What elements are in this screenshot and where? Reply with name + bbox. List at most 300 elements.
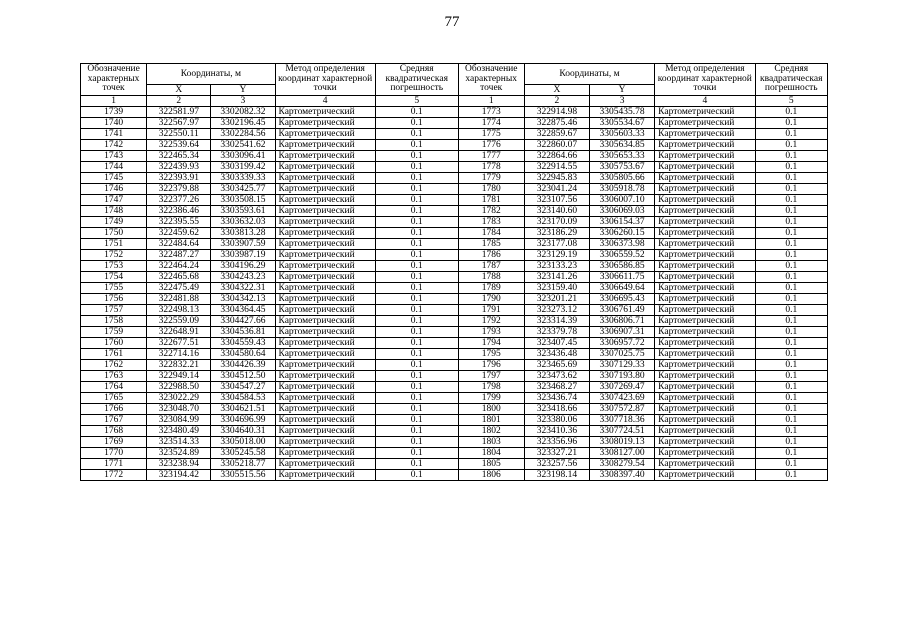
- error-cell: 0.1: [755, 239, 827, 250]
- coord-x-cell: 322559.09: [147, 316, 211, 327]
- point-id-cell: 1788: [458, 272, 524, 283]
- column-index-cell: 3: [589, 96, 654, 107]
- point-id-cell: 1765: [81, 393, 147, 404]
- error-cell: 0.1: [375, 437, 458, 448]
- point-id-cell: 1806: [458, 470, 524, 481]
- point-id-cell: 1758: [81, 316, 147, 327]
- coord-x-cell: 323436.48: [524, 349, 589, 360]
- error-cell: 0.1: [755, 140, 827, 151]
- point-id-cell: 1793: [458, 327, 524, 338]
- coord-x-cell: 323468.27: [524, 382, 589, 393]
- method-cell: Картометрический: [655, 382, 755, 393]
- table-row: [81, 437, 828, 448]
- page-number: 77: [444, 14, 460, 30]
- point-id-cell: 1771: [81, 459, 147, 470]
- coord-y-cell: 3304640.31: [211, 426, 275, 437]
- error-cell: 0.1: [375, 129, 458, 140]
- coord-x-cell: 323514.33: [147, 437, 211, 448]
- coord-y-cell: 3303096.41: [211, 151, 275, 162]
- method-cell: Картометрический: [275, 371, 375, 382]
- error-cell: 0.1: [755, 327, 827, 338]
- error-cell: 0.1: [375, 305, 458, 316]
- coord-x-cell: 323257.56: [524, 459, 589, 470]
- coord-x-cell: 323107.56: [524, 195, 589, 206]
- error-cell: 0.1: [375, 316, 458, 327]
- coord-x-cell: 322393.91: [147, 173, 211, 184]
- coord-x-cell: 322465.34: [147, 151, 211, 162]
- method-cell: Картометрический: [655, 470, 755, 481]
- coord-x-cell: 323356.96: [524, 437, 589, 448]
- point-id-cell: 1786: [458, 250, 524, 261]
- coord-y-cell: 3303593.61: [211, 206, 275, 217]
- method-cell: Картометрический: [275, 272, 375, 283]
- coord-y-cell: 3304426.39: [211, 360, 275, 371]
- point-id-cell: 1739: [81, 107, 147, 118]
- coord-x-cell: 323198.14: [524, 470, 589, 481]
- method-cell: Картометрический: [655, 437, 755, 448]
- coord-x-cell: 322539.64: [147, 140, 211, 151]
- coord-y-cell: 3305918.78: [589, 184, 654, 195]
- error-cell: 0.1: [375, 338, 458, 349]
- point-id-cell: 1744: [81, 162, 147, 173]
- error-cell: 0.1: [755, 360, 827, 371]
- error-cell: 0.1: [755, 448, 827, 459]
- method-cell: Картометрический: [655, 448, 755, 459]
- point-id-cell: 1804: [458, 448, 524, 459]
- coord-x-cell: 323133.23: [524, 261, 589, 272]
- coord-x-cell: 323048.70: [147, 404, 211, 415]
- error-cell: 0.1: [375, 371, 458, 382]
- coord-x-cell: 322377.26: [147, 195, 211, 206]
- coord-x-cell: 323201.21: [524, 294, 589, 305]
- error-cell: 0.1: [375, 107, 458, 118]
- point-id-cell: 1742: [81, 140, 147, 151]
- header-coordinates: Координаты, м: [147, 64, 275, 85]
- coord-y-cell: 3306007.10: [589, 195, 654, 206]
- method-cell: Картометрический: [275, 228, 375, 239]
- coord-y-cell: 3306611.75: [589, 272, 654, 283]
- error-cell: 0.1: [755, 459, 827, 470]
- coord-y-cell: 3305634.85: [589, 140, 654, 151]
- error-cell: 0.1: [755, 173, 827, 184]
- error-cell: 0.1: [375, 151, 458, 162]
- error-cell: 0.1: [755, 195, 827, 206]
- point-id-cell: 1772: [81, 470, 147, 481]
- point-id-cell: 1741: [81, 129, 147, 140]
- coord-x-cell: 322464.24: [147, 261, 211, 272]
- error-cell: 0.1: [755, 437, 827, 448]
- coord-y-cell: 3303632.03: [211, 217, 275, 228]
- header-x: X: [524, 85, 589, 96]
- point-id-cell: 1798: [458, 382, 524, 393]
- column-index-cell: 5: [375, 96, 458, 107]
- coord-y-cell: 3303987.19: [211, 250, 275, 261]
- error-cell: 0.1: [755, 294, 827, 305]
- error-cell: 0.1: [755, 338, 827, 349]
- error-cell: 0.1: [375, 404, 458, 415]
- error-cell: 0.1: [755, 250, 827, 261]
- coord-x-cell: 322581.97: [147, 107, 211, 118]
- method-cell: Картометрический: [655, 459, 755, 470]
- table-row: [81, 349, 828, 360]
- point-id-cell: 1775: [458, 129, 524, 140]
- column-index-cell: 5: [755, 96, 827, 107]
- coord-x-cell: 322864.66: [524, 151, 589, 162]
- method-cell: Картометрический: [275, 250, 375, 261]
- coord-x-cell: 322914.55: [524, 162, 589, 173]
- coord-y-cell: 3307193.80: [589, 371, 654, 382]
- error-cell: 0.1: [375, 327, 458, 338]
- method-cell: Картометрический: [655, 239, 755, 250]
- error-cell: 0.1: [375, 360, 458, 371]
- coord-y-cell: 3306586.85: [589, 261, 654, 272]
- column-index-cell: 1: [81, 96, 147, 107]
- point-id-cell: 1761: [81, 349, 147, 360]
- table-row: [81, 470, 828, 481]
- point-id-cell: 1803: [458, 437, 524, 448]
- coord-x-cell: 323473.62: [524, 371, 589, 382]
- method-cell: Картометрический: [655, 206, 755, 217]
- error-cell: 0.1: [375, 173, 458, 184]
- error-cell: 0.1: [755, 393, 827, 404]
- coord-x-cell: 323273.12: [524, 305, 589, 316]
- coord-y-cell: 3306373.98: [589, 239, 654, 250]
- error-cell: 0.1: [375, 239, 458, 250]
- coord-x-cell: 322481.88: [147, 294, 211, 305]
- table-row: [81, 283, 828, 294]
- coord-x-cell: 322945.83: [524, 173, 589, 184]
- coord-y-cell: 3304196.29: [211, 261, 275, 272]
- coord-y-cell: 3302196.45: [211, 118, 275, 129]
- table-row: [81, 338, 828, 349]
- error-cell: 0.1: [755, 217, 827, 228]
- error-cell: 0.1: [755, 382, 827, 393]
- point-id-cell: 1751: [81, 239, 147, 250]
- method-cell: Картометрический: [655, 426, 755, 437]
- table-row: [81, 239, 828, 250]
- coord-x-cell: 323407.45: [524, 338, 589, 349]
- point-id-cell: 1780: [458, 184, 524, 195]
- point-id-cell: 1740: [81, 118, 147, 129]
- table-row: [81, 371, 828, 382]
- point-id-cell: 1760: [81, 338, 147, 349]
- coord-y-cell: 3308397.40: [589, 470, 654, 481]
- coordinates-table: [80, 63, 828, 481]
- method-cell: Картометрический: [655, 151, 755, 162]
- method-cell: Картометрический: [275, 129, 375, 140]
- coord-y-cell: 3305534.67: [589, 118, 654, 129]
- error-cell: 0.1: [755, 349, 827, 360]
- coord-y-cell: 3305218.77: [211, 459, 275, 470]
- error-cell: 0.1: [375, 250, 458, 261]
- method-cell: Картометрический: [655, 118, 755, 129]
- coord-y-cell: 3304584.53: [211, 393, 275, 404]
- method-cell: Картометрический: [655, 294, 755, 305]
- error-cell: 0.1: [375, 349, 458, 360]
- method-cell: Картометрический: [275, 217, 375, 228]
- method-cell: Картометрический: [655, 272, 755, 283]
- method-cell: Картометрический: [655, 415, 755, 426]
- method-cell: Картометрический: [655, 349, 755, 360]
- coord-x-cell: 322677.51: [147, 338, 211, 349]
- table-row: [81, 162, 828, 173]
- point-id-cell: 1785: [458, 239, 524, 250]
- header-method: Метод определения координат характерной точки: [655, 64, 755, 96]
- error-cell: 0.1: [375, 415, 458, 426]
- method-cell: Картометрический: [275, 316, 375, 327]
- table-row: [81, 228, 828, 239]
- method-cell: Картометрический: [275, 360, 375, 371]
- point-id-cell: 1759: [81, 327, 147, 338]
- method-cell: Картометрический: [275, 437, 375, 448]
- coord-y-cell: 3306260.15: [589, 228, 654, 239]
- method-cell: Картометрический: [275, 206, 375, 217]
- coord-x-cell: 322484.64: [147, 239, 211, 250]
- method-cell: Картометрический: [655, 305, 755, 316]
- coord-y-cell: 3303813.28: [211, 228, 275, 239]
- point-id-cell: 1792: [458, 316, 524, 327]
- error-cell: 0.1: [375, 294, 458, 305]
- point-id-cell: 1770: [81, 448, 147, 459]
- coord-x-cell: 322475.49: [147, 283, 211, 294]
- coord-y-cell: 3304512.50: [211, 371, 275, 382]
- coord-y-cell: 3307572.87: [589, 404, 654, 415]
- error-cell: 0.1: [755, 283, 827, 294]
- table-row: [81, 305, 828, 316]
- coord-y-cell: 3308019.13: [589, 437, 654, 448]
- table-row: [81, 459, 828, 470]
- coord-x-cell: 322459.62: [147, 228, 211, 239]
- coord-y-cell: 3305245.58: [211, 448, 275, 459]
- coord-x-cell: 322567.97: [147, 118, 211, 129]
- point-id-cell: 1777: [458, 151, 524, 162]
- method-cell: Картометрический: [655, 360, 755, 371]
- header-y: Y: [211, 85, 275, 96]
- coord-y-cell: 3303339.33: [211, 173, 275, 184]
- method-cell: Картометрический: [275, 162, 375, 173]
- point-id-cell: 1799: [458, 393, 524, 404]
- coord-y-cell: 3304547.27: [211, 382, 275, 393]
- method-cell: Картометрический: [655, 129, 755, 140]
- header-x: X: [147, 85, 211, 96]
- coord-x-cell: 323327.21: [524, 448, 589, 459]
- point-id-cell: 1764: [81, 382, 147, 393]
- coord-x-cell: 322550.11: [147, 129, 211, 140]
- method-cell: Картометрический: [275, 195, 375, 206]
- coord-y-cell: 3305018.00: [211, 437, 275, 448]
- error-cell: 0.1: [755, 228, 827, 239]
- method-cell: Картометрический: [275, 382, 375, 393]
- column-index-cell: 4: [655, 96, 755, 107]
- coord-x-cell: 322498.13: [147, 305, 211, 316]
- method-cell: Картометрический: [275, 393, 375, 404]
- coord-y-cell: 3307718.36: [589, 415, 654, 426]
- header-error: Средняя квадратическая погрешность: [375, 64, 458, 96]
- method-cell: Картометрический: [275, 470, 375, 481]
- method-cell: Картометрический: [655, 404, 755, 415]
- method-cell: Картометрический: [655, 250, 755, 261]
- coord-y-cell: 3306806.71: [589, 316, 654, 327]
- coord-y-cell: 3304342.13: [211, 294, 275, 305]
- column-index-cell: 2: [147, 96, 211, 107]
- coord-x-cell: 322648.91: [147, 327, 211, 338]
- error-cell: 0.1: [375, 140, 458, 151]
- method-cell: Картометрический: [275, 283, 375, 294]
- error-cell: 0.1: [755, 470, 827, 481]
- point-id-cell: 1791: [458, 305, 524, 316]
- coord-y-cell: 3307129.33: [589, 360, 654, 371]
- point-id-cell: 1767: [81, 415, 147, 426]
- coord-y-cell: 3304427.66: [211, 316, 275, 327]
- point-id-cell: 1805: [458, 459, 524, 470]
- coord-y-cell: 3304243.23: [211, 272, 275, 283]
- method-cell: Картометрический: [275, 294, 375, 305]
- method-cell: Картометрический: [275, 448, 375, 459]
- coord-y-cell: 3306957.72: [589, 338, 654, 349]
- error-cell: 0.1: [755, 151, 827, 162]
- coord-y-cell: 3305515.56: [211, 470, 275, 481]
- coord-x-cell: 323159.40: [524, 283, 589, 294]
- error-cell: 0.1: [375, 162, 458, 173]
- table-row: [81, 195, 828, 206]
- coord-y-cell: 3305435.78: [589, 107, 654, 118]
- coord-x-cell: 322379.88: [147, 184, 211, 195]
- error-cell: 0.1: [375, 228, 458, 239]
- point-id-cell: 1787: [458, 261, 524, 272]
- point-id-cell: 1746: [81, 184, 147, 195]
- point-id-cell: 1752: [81, 250, 147, 261]
- point-id-cell: 1796: [458, 360, 524, 371]
- point-id-cell: 1802: [458, 426, 524, 437]
- method-cell: Картометрический: [655, 283, 755, 294]
- coord-x-cell: 323141.26: [524, 272, 589, 283]
- error-cell: 0.1: [755, 415, 827, 426]
- point-id-cell: 1801: [458, 415, 524, 426]
- table-row: [81, 129, 828, 140]
- coord-x-cell: 322714.16: [147, 349, 211, 360]
- method-cell: Картометрический: [655, 107, 755, 118]
- error-cell: 0.1: [375, 459, 458, 470]
- header-error: Средняя квадратическая погрешность: [755, 64, 827, 96]
- coord-y-cell: 3306154.37: [589, 217, 654, 228]
- table-row: [81, 404, 828, 415]
- point-id-cell: 1766: [81, 404, 147, 415]
- point-id-cell: 1784: [458, 228, 524, 239]
- point-id-cell: 1750: [81, 228, 147, 239]
- coord-x-cell: 323480.49: [147, 426, 211, 437]
- error-cell: 0.1: [375, 470, 458, 481]
- error-cell: 0.1: [755, 162, 827, 173]
- point-id-cell: 1762: [81, 360, 147, 371]
- error-cell: 0.1: [375, 118, 458, 129]
- error-cell: 0.1: [755, 305, 827, 316]
- table-row: [81, 118, 828, 129]
- coord-y-cell: 3306907.31: [589, 327, 654, 338]
- error-cell: 0.1: [755, 272, 827, 283]
- coord-y-cell: 3304364.45: [211, 305, 275, 316]
- column-index-cell: 3: [211, 96, 275, 107]
- point-id-cell: 1754: [81, 272, 147, 283]
- error-cell: 0.1: [375, 426, 458, 437]
- column-index-cell: 1: [458, 96, 524, 107]
- coord-y-cell: 3307423.69: [589, 393, 654, 404]
- method-cell: Картометрический: [275, 173, 375, 184]
- header-y: Y: [589, 85, 654, 96]
- coord-x-cell: 323022.29: [147, 393, 211, 404]
- coord-x-cell: 322487.27: [147, 250, 211, 261]
- coord-x-cell: 322875.46: [524, 118, 589, 129]
- coord-y-cell: 3306761.49: [589, 305, 654, 316]
- coord-x-cell: 322395.55: [147, 217, 211, 228]
- column-index-row: [81, 96, 828, 107]
- error-cell: 0.1: [375, 217, 458, 228]
- coord-x-cell: 322988.50: [147, 382, 211, 393]
- method-cell: Картометрический: [275, 261, 375, 272]
- coord-y-cell: 3303425.77: [211, 184, 275, 195]
- coord-y-cell: 3302284.56: [211, 129, 275, 140]
- method-cell: Картометрический: [275, 118, 375, 129]
- method-cell: Картометрический: [275, 184, 375, 195]
- method-cell: Картометрический: [655, 316, 755, 327]
- coord-y-cell: 3308127.00: [589, 448, 654, 459]
- coord-y-cell: 3305653.33: [589, 151, 654, 162]
- method-cell: Картометрический: [655, 173, 755, 184]
- table-row: [81, 206, 828, 217]
- method-cell: Картометрический: [655, 195, 755, 206]
- table-row: [81, 316, 828, 327]
- coord-x-cell: 323379.78: [524, 327, 589, 338]
- error-cell: 0.1: [755, 404, 827, 415]
- coord-x-cell: 323084.99: [147, 415, 211, 426]
- header-coordinates: Координаты, м: [524, 64, 654, 85]
- error-cell: 0.1: [375, 283, 458, 294]
- coord-y-cell: 3305805.66: [589, 173, 654, 184]
- method-cell: Картометрический: [655, 228, 755, 239]
- coord-x-cell: 323194.42: [147, 470, 211, 481]
- coord-x-cell: 323170.09: [524, 217, 589, 228]
- coord-x-cell: 322859.67: [524, 129, 589, 140]
- point-id-cell: 1743: [81, 151, 147, 162]
- coord-y-cell: 3304621.51: [211, 404, 275, 415]
- method-cell: Картометрический: [275, 140, 375, 151]
- error-cell: 0.1: [375, 382, 458, 393]
- coord-x-cell: 323465.69: [524, 360, 589, 371]
- method-cell: Картометрический: [655, 371, 755, 382]
- method-cell: Картометрический: [275, 426, 375, 437]
- coord-x-cell: 323380.06: [524, 415, 589, 426]
- error-cell: 0.1: [755, 184, 827, 195]
- coord-x-cell: 323238.94: [147, 459, 211, 470]
- coord-x-cell: 322832.21: [147, 360, 211, 371]
- method-cell: Картометрический: [275, 349, 375, 360]
- coord-y-cell: 3302082.32: [211, 107, 275, 118]
- coord-x-cell: 323314.39: [524, 316, 589, 327]
- method-cell: Картометрический: [655, 140, 755, 151]
- point-id-cell: 1782: [458, 206, 524, 217]
- table-row: [81, 393, 828, 404]
- coord-x-cell: 322949.14: [147, 371, 211, 382]
- method-cell: Картометрический: [655, 217, 755, 228]
- error-cell: 0.1: [755, 107, 827, 118]
- coord-y-cell: 3304536.81: [211, 327, 275, 338]
- method-cell: Картометрический: [655, 338, 755, 349]
- point-id-cell: 1778: [458, 162, 524, 173]
- table-row: [81, 250, 828, 261]
- method-cell: Картометрический: [655, 162, 755, 173]
- coord-y-cell: 3304559.43: [211, 338, 275, 349]
- error-cell: 0.1: [755, 371, 827, 382]
- coord-x-cell: 322386.46: [147, 206, 211, 217]
